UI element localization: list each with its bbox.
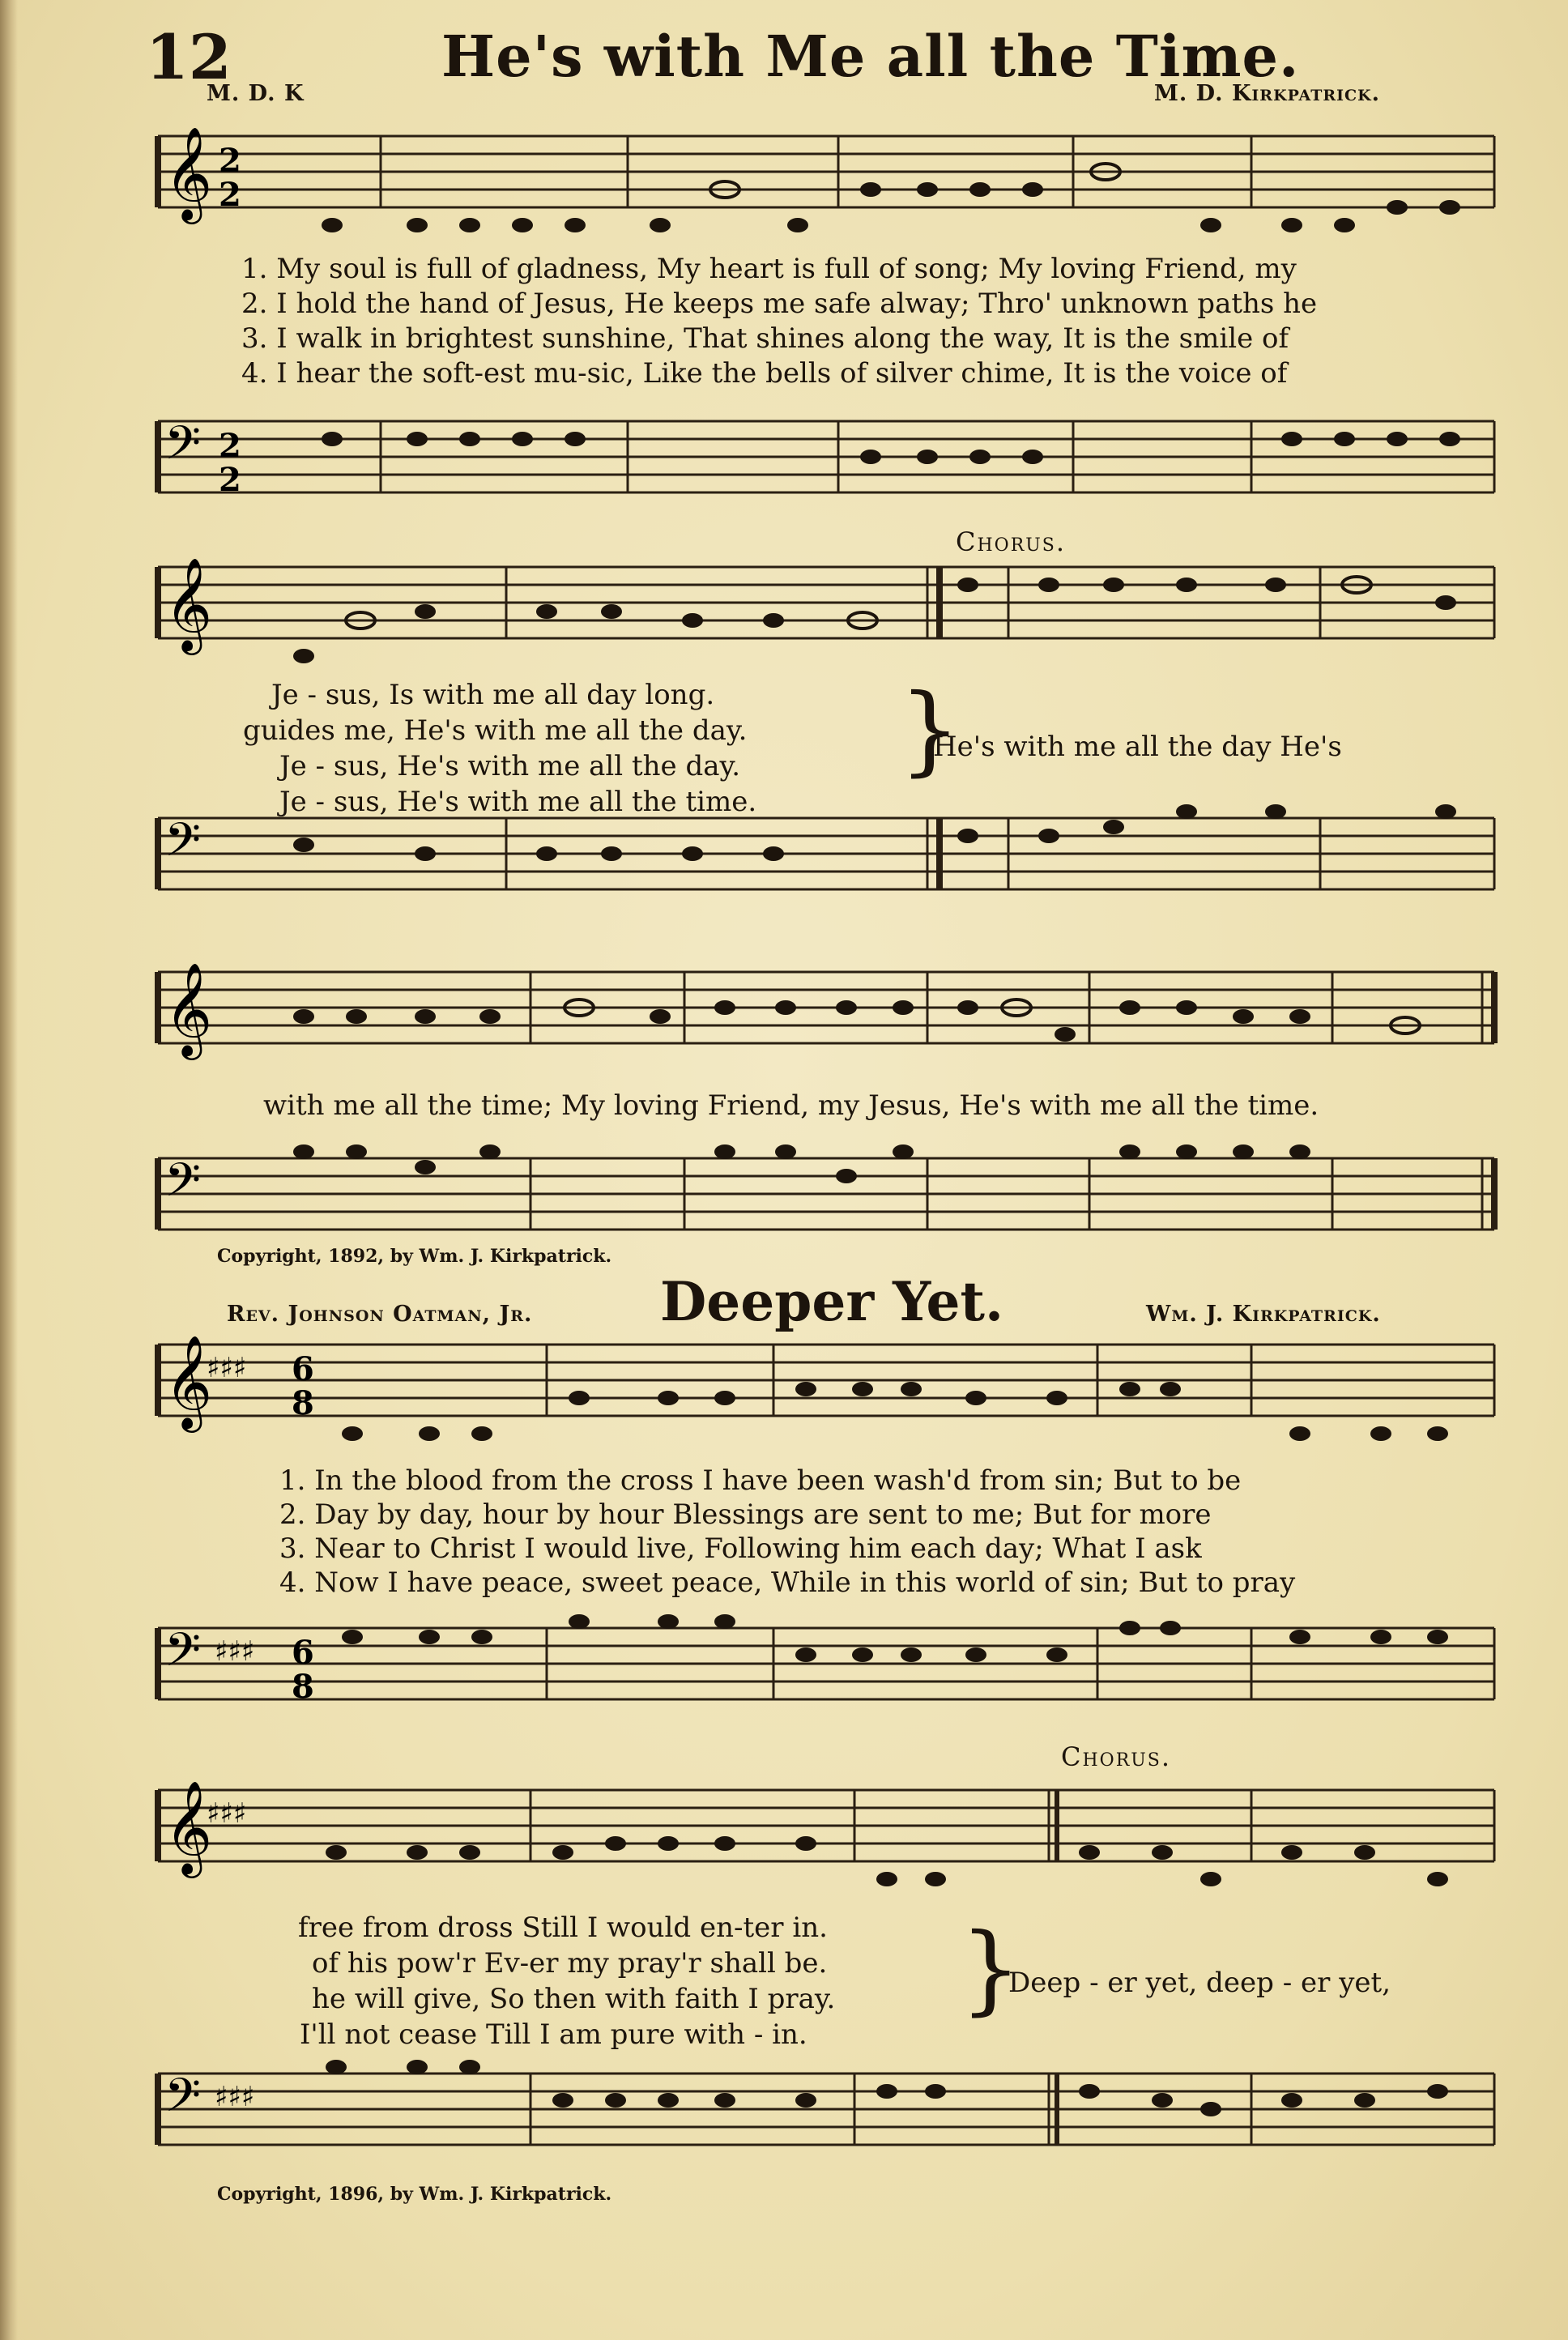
svg-text:♯♯♯: ♯♯♯ [207,1352,247,1384]
staff-system-1 [158,126,1494,232]
chorus-label-2: Chorus. [1061,1741,1172,1772]
verse-line-1: 1. My soul is full of gladness, My heart is full of song; My loving Friend, my [241,253,1297,285]
chorus-line-1: He's with me all the day He's [933,731,1342,763]
bass-staff-1 [158,416,1494,499]
verse-line-4: 4. I hear the soft-est mu-sic, Like the bells of silver chime, It is the voice of [241,357,1288,390]
verse-ending-1: Je - sus, Is with me all day long. [271,679,715,711]
chorus2-line-1: Deep - er yet, deep - er yet, [1008,1967,1391,1999]
verse2-ending-1: free from dross Still I would en-ter in. [298,1912,828,1944]
staff-system-2 [158,556,1494,663]
copyright-notice-2: Copyright, 1896, by Wm. J. Kirkpatrick. [217,2184,612,2205]
staff-system-5 [158,1780,1494,1886]
verse2-ending-2: of his pow'r Ev-er my pray'r shall be. [312,1947,828,1980]
verse2-line-3: 3. Near to Christ I would live, Following him each day; What I ask [279,1532,1202,1565]
composer-credit-2: Wm. J. Kirkpatrick. [1146,1302,1381,1327]
svg-text:𝄢: 𝄢 [164,1153,202,1219]
hymn-title-2: Deeper Yet. [660,1270,1003,1333]
verse-ending-2: guides me, He's with me all the day. [243,714,748,747]
svg-text:𝄢: 𝄢 [164,1622,202,1689]
verse-ending-3: Je - sus, He's with me all the day. [279,750,741,782]
svg-text:2: 2 [219,176,241,214]
verse-line-3: 3. I walk in brightest sunshine, That shines along the way, It is the smile of [241,322,1289,355]
verse2-line-4: 4. Now I have peace, sweet peace, While in this world of sin; But to pray [279,1566,1296,1599]
svg-text:𝄢: 𝄢 [164,812,202,879]
svg-text:𝄢: 𝄢 [164,416,202,482]
svg-text:♯♯♯: ♯♯♯ [215,1635,255,1668]
verse2-ending-4: I'll not cease Till I am pure with - in. [300,2018,807,2051]
verse2-line-2: 2. Day by day, hour by hour Blessings are sent to me; But for more [279,1498,1212,1531]
verse2-line-1: 1. In the blood from the cross I have been wash'd from sin; But to be [279,1464,1242,1497]
svg-text:𝄢: 𝄢 [164,2068,202,2134]
svg-text:♯♯♯: ♯♯♯ [215,2081,255,2113]
verse-line-2: 2. I hold the hand of Jesus, He keeps me safe alway; Thro' unknown paths he [241,288,1318,320]
composer-credit: M. D. Kirkpatrick. [1154,81,1381,106]
bass-staff-5 [158,2060,1494,2145]
svg-text:2: 2 [219,142,241,180]
hymn-title: He's with Me all the Time. [441,23,1300,90]
svg-text:8: 8 [292,1384,314,1422]
svg-text:6: 6 [292,1350,314,1388]
bass-staff-3 [158,1144,1494,1230]
page-number: 12 [146,21,232,93]
svg-text:6: 6 [292,1634,314,1672]
chorus-label: Chorus. [956,526,1067,557]
svg-text:𝄞: 𝄞 [164,556,213,651]
svg-text:𝄞: 𝄞 [164,1334,213,1429]
svg-text:♯♯♯: ♯♯♯ [207,1797,247,1830]
svg-text:𝄞: 𝄞 [164,961,213,1056]
lyricist-credit: M. D. K [207,81,305,106]
copyright-notice: Copyright, 1892, by Wm. J. Kirkpatrick. [217,1246,612,1267]
brace-glyph-2: } [960,1913,1022,2026]
verse2-ending-3: he will give, So then with faith I pray. [312,1983,836,2015]
svg-text:8: 8 [292,1668,314,1706]
brace-glyph: } [899,674,961,786]
svg-text:2: 2 [219,461,241,499]
lyricist-credit-2: Rev. Johnson Oatman, Jr. [227,1302,533,1327]
chorus-line-2: with me all the time; My loving Friend, my Jesus, He's with me all the time. [263,1089,1319,1122]
svg-text:𝄞: 𝄞 [164,1780,213,1874]
svg-text:𝄞: 𝄞 [164,126,213,220]
bass-staff-4 [158,1614,1494,1706]
staff-system-3 [158,961,1494,1060]
staff-system-4 [158,1334,1494,1441]
verse-ending-4: Je - sus, He's with me all the time. [279,786,757,818]
svg-text:2: 2 [219,427,241,465]
